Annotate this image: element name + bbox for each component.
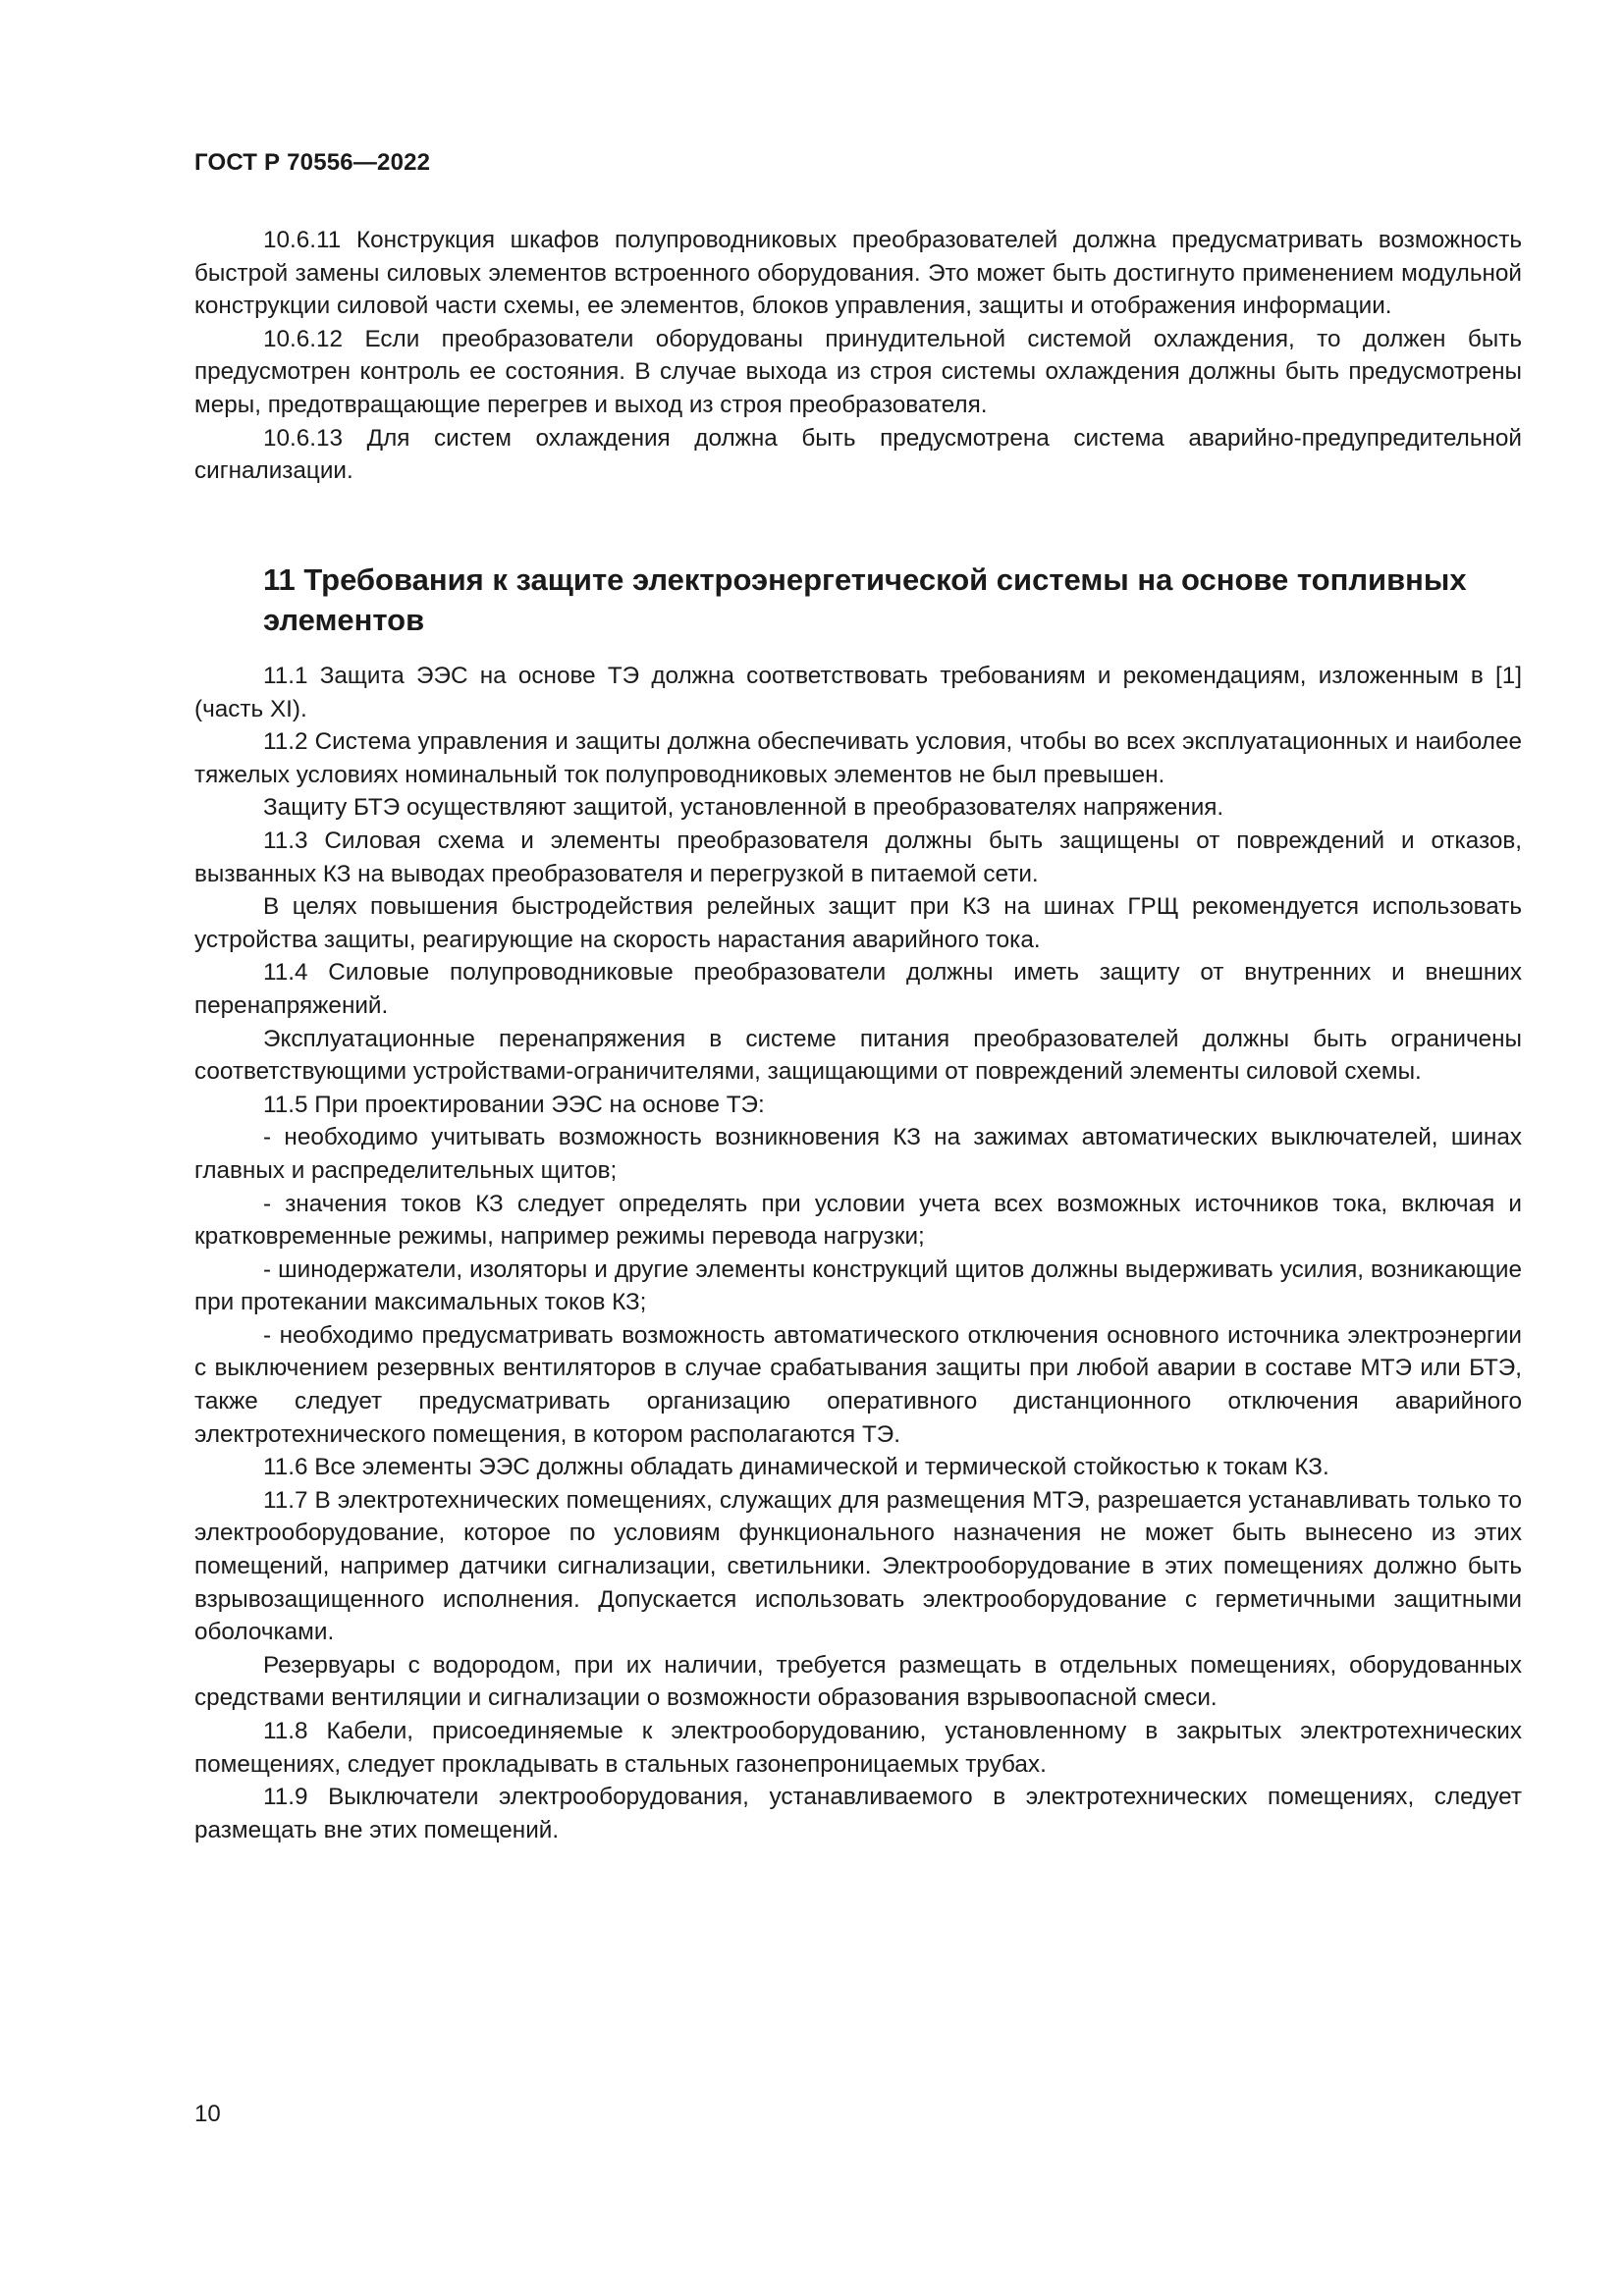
- paragraph-11-4-note: Эксплуатационные перенапряжения в системе питания преобразователей должны быть ограничены соответствующими устройствами-ограничителями, защищающими от повреждений элементы силовой схемы.: [194, 1025, 1522, 1086]
- paragraph-11-7-note: Резервуары с водородом, при их наличии, требуется размещать в отдельных помещениях, оборудованных средствами вентиляции и сигнализации о возможности образования взрывоопасной смеси.: [194, 1651, 1522, 1712]
- paragraph-11-6: 11.6 Все элементы ЭЭС должны обладать динамической и термической стойкостью к токам КЗ.: [263, 1454, 1329, 1481]
- paragraph-11-4: 11.4 Силовые полупроводниковые преобразователи должны иметь защиту от внутренних и внешних перенапряжений.: [194, 959, 1522, 1019]
- paragraph-11-9: 11.9 Выключатели электрооборудования, устанавливаемого в электротехнических помещениях, следует размещать вне этих помещений.: [194, 1784, 1522, 1843]
- paragraph-11-2: 11.2 Система управления и защиты должна обеспечивать условия, чтобы во всех эксплуатационных и наиболее тяжелых условиях номинальный ток полупроводниковых элементов не был превышен.: [194, 728, 1522, 788]
- paragraph-11-8: 11.8 Кабели, присоединяемые к электрооборудованию, установленному в закрытых электротехнических помещениях, следует прокладывать в стальных газонепроницаемых трубах.: [194, 1718, 1522, 1778]
- section-11-body: [194, 660, 1522, 1846]
- list-item-11-5-b: - значения токов КЗ следует определять при условии учета всех возможных источников тока, включая и кратковременные режимы, например режимы перевода нагрузки;: [194, 1190, 1522, 1251]
- section-11-title: 11 Требования к защите электроэнергетической системы на основе топливных элементов: [263, 562, 1467, 637]
- list-item-11-5-c: - шинодержатели, изоляторы и другие элементы конструкций щитов должны выдерживать усилия, возникающие при протекании максимальных токов КЗ;: [194, 1255, 1522, 1316]
- paragraph-11-3: 11.3 Силовая схема и элементы преобразователя должны быть защищены от повреждений и отказов, вызванных КЗ на выводах преобразователя и перегрузкой в питаемой сети.: [194, 827, 1522, 887]
- paragraph-11-2-note: Защиту БТЭ осуществляют защитой, установленной в преобразователях напряжения.: [263, 794, 1224, 822]
- document-code-header: ГОСТ Р 70556—2022: [194, 149, 431, 176]
- paragraph-11-3-note: В целях повышения быстродействия релейных защит при КЗ на шинах ГРЩ рекомендуется использовать устройства защиты, реагирующие на скорость нарастания аварийного тока.: [194, 893, 1522, 953]
- list-item-11-5-a: - необходимо учитывать возможность возникновения КЗ на зажимах автоматических выключателей, шинах главных и распределительных щитов;: [194, 1124, 1522, 1184]
- list-item-11-5-d: - необходимо предусматривать возможность автоматического отключения основного источника электроэнергии с выключением резервных вентиляторов в случае срабатывания защиты при любой аварии в составе МТЭ или БТЭ, также следует предусматривать организацию оперативного дистанционного отключения аварийного электротехнического помещения, в котором располагаются ТЭ.: [194, 1321, 1522, 1448]
- paragraph-11-5: 11.5 При проектировании ЭЭС на основе ТЭ:: [263, 1091, 765, 1118]
- page-number: 10: [194, 2101, 221, 2127]
- paragraph-10-6-13: 10.6.13 Для систем охлаждения должна быть предусмотрена система аварийно-предупредительной сигнализации.: [194, 424, 1522, 485]
- top-text-block: [194, 224, 1522, 488]
- paragraph-10-6-11: 10.6.11 Конструкция шкафов полупроводниковых преобразователей должна предусматривать возможность быстрой замены силовых элементов встроенного оборудования. Это может быть достигнуто применением модульной конструкции силовой части схемы, ее элементов, блоков управления, защиты и отображения информации.: [194, 227, 1522, 320]
- paragraph-11-7: 11.7 В электротехнических помещениях, служащих для размещения МТЭ, разрешается устанавливать только то электрооборудование, которое по условиям функционального назначения не может быть вынесено из этих помещений, например датчики сигнализации, светильники. Электрооборудование в этих помещениях должно быть взрывозащищенного исполнения. Допускается использовать электрооборудование с герметичными защитными оболочками.: [194, 1486, 1522, 1646]
- paragraph-11-1: 11.1 Защита ЭЭС на основе ТЭ должна соответствовать требованиям и рекомендациям, изложенным в [1] (часть XI).: [194, 663, 1522, 722]
- paragraph-10-6-12: 10.6.12 Если преобразователи оборудованы принудительной системой охлаждения, то должен быть предусмотрен контроль ее состояния. В случае выхода из строя системы охлаждения должны быть предусмотрены меры, предотвращающие перегрев и выход из строя преобразователя.: [194, 325, 1522, 418]
